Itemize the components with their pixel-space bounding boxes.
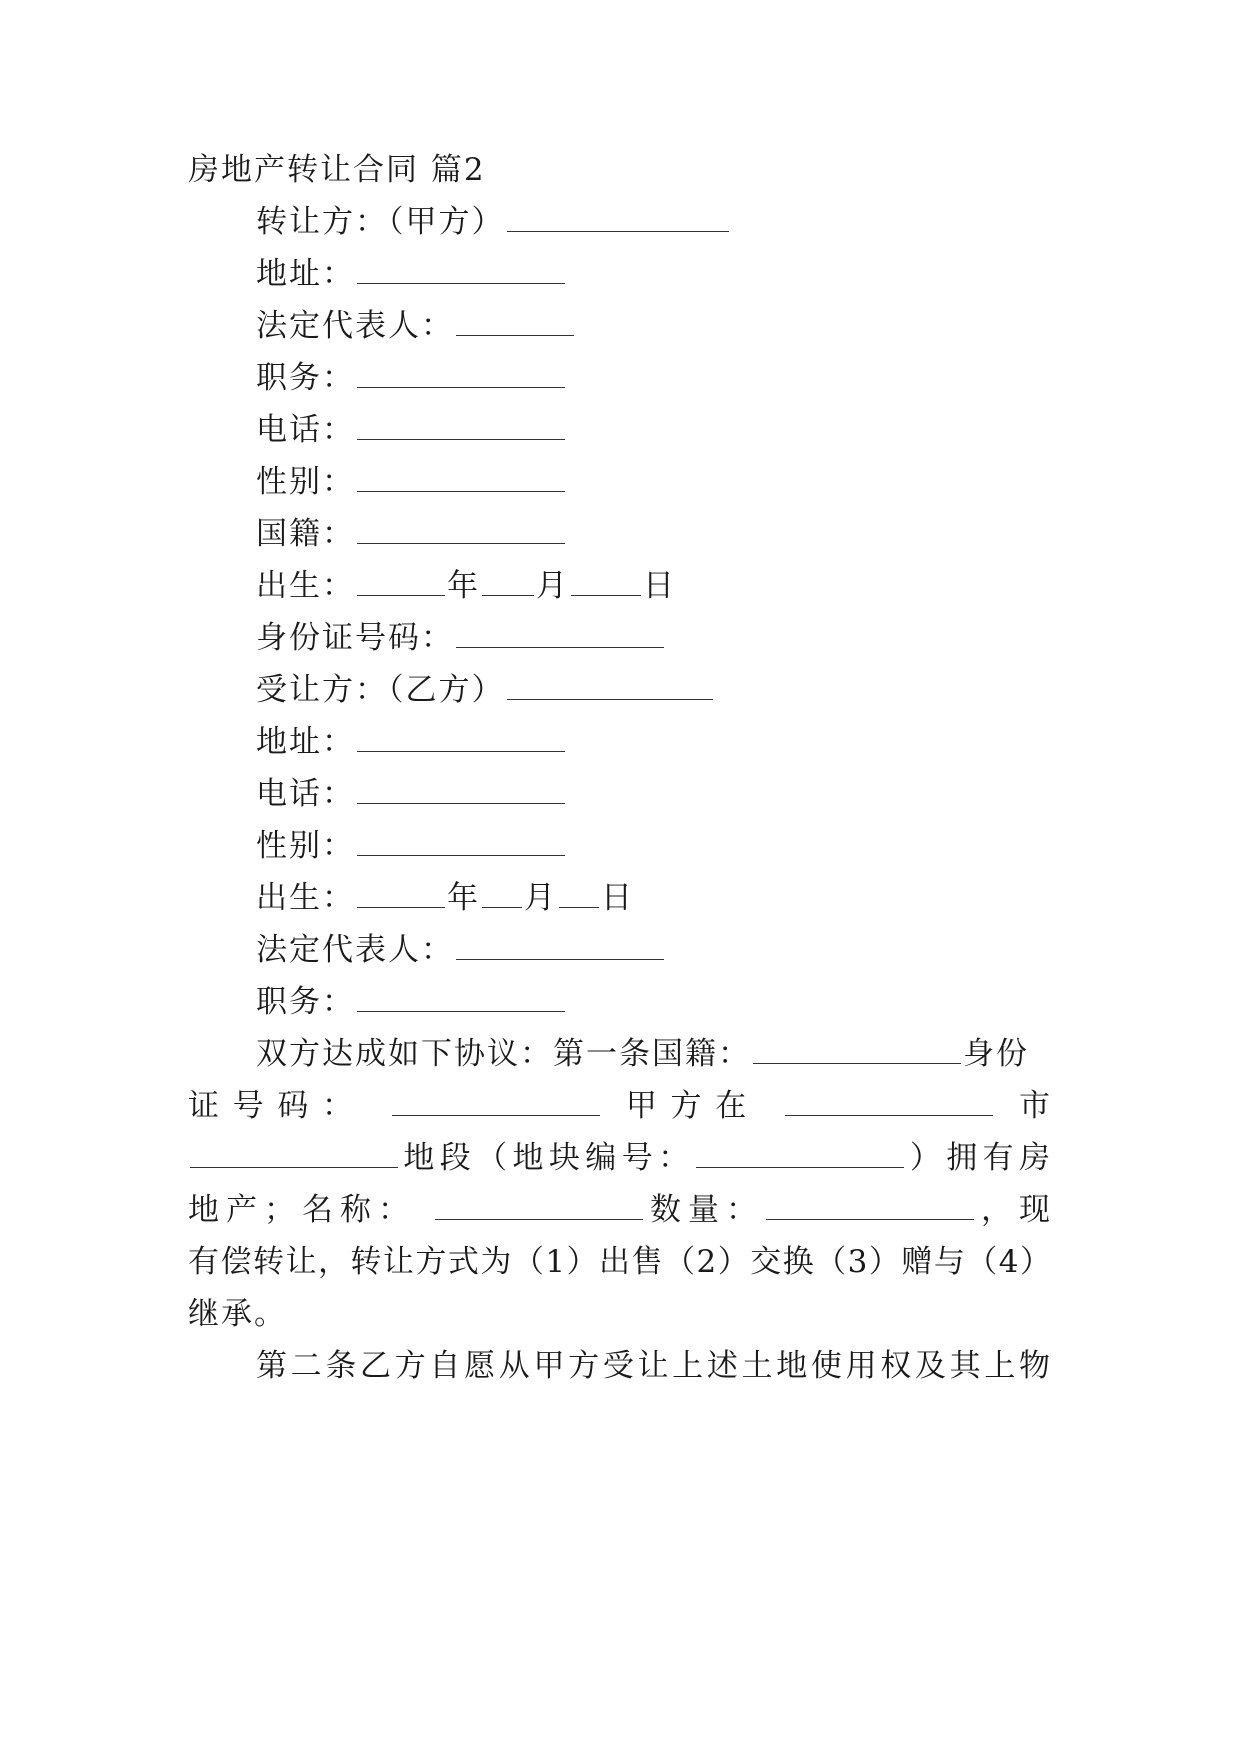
party-b-birth-label: 出生：: [256, 880, 355, 916]
owns-property-label: ）拥有房: [906, 1140, 1053, 1176]
party-a-birth-day-blank: [571, 569, 641, 596]
party-b-birth-month-blank: [482, 881, 522, 908]
party-a-phone-blank: [357, 413, 565, 440]
district-blank: [190, 1141, 398, 1168]
party-a-gender-label: 性别：: [256, 464, 355, 500]
party-b-name-blank: [507, 673, 713, 700]
party-a-legal-rep-label: 法定代表人：: [256, 308, 454, 344]
city-label: 市: [1019, 1088, 1052, 1124]
party-b-birth: [256, 878, 634, 918]
party-b-gender: [256, 826, 567, 866]
party-a-day-label: 日: [643, 568, 676, 604]
party-a-address: [256, 254, 567, 294]
party-a-birth-month-blank: [482, 569, 534, 596]
party-a-id-number-blank: [456, 621, 664, 648]
article-2-text: 第二条乙方自愿从甲方受让上述土地使用权及其上物: [256, 1348, 1052, 1384]
party-a-address-label: 地址：: [256, 256, 355, 292]
party-a-name-blank: [507, 205, 729, 232]
party-a-position-blank: [357, 361, 565, 388]
title-text: 房地产转让合同 篇2: [188, 152, 486, 188]
party-a-nationality: [256, 514, 567, 554]
plot-number-blank: [696, 1141, 904, 1168]
city-blank: [785, 1089, 993, 1116]
id-number-blank: [392, 1089, 600, 1116]
party-a-in-label: 甲方在: [625, 1088, 760, 1124]
party-a-year-label: 年: [447, 568, 480, 604]
property-name-blank: [435, 1193, 643, 1220]
party-a-month-label: 月: [536, 568, 569, 604]
party-a-legal-rep-blank: [456, 309, 574, 336]
party-a-position: [256, 358, 567, 398]
party-a-gender-blank: [357, 465, 565, 492]
nationality-blank: [753, 1037, 961, 1064]
party-a-legal-rep: [256, 306, 576, 346]
party-a-birth-year-blank: [357, 569, 445, 596]
plot-number-label: 地段（地块编号：: [400, 1140, 695, 1176]
article-1-text-b: 身份: [963, 1036, 1029, 1072]
party-b-address-label: 地址：: [256, 724, 355, 760]
party-b-phone-blank: [357, 777, 565, 804]
party-b-legal-rep: [256, 930, 666, 970]
party-b-legal-rep-label: 法定代表人：: [256, 932, 454, 968]
article-1-line-1: [256, 1034, 1052, 1074]
quantity-blank: [766, 1193, 974, 1220]
quantity-label: 数量：: [644, 1192, 764, 1228]
party-b-position-blank: [357, 985, 565, 1012]
party-b-birth-year-blank: [357, 881, 445, 908]
party-a-birth-label: 出生：: [256, 568, 355, 604]
party-b-gender-blank: [357, 829, 565, 856]
party-b-position-label: 职务：: [256, 984, 355, 1020]
party-b-year-label: 年: [447, 880, 480, 916]
party-a-heading-label: 转让方：（甲方）: [256, 204, 505, 240]
property-name-label: 地产；名称：: [188, 1192, 417, 1228]
article-1-line-2: [188, 1086, 1052, 1126]
article-2-line-1: [256, 1346, 1052, 1386]
party-a-id-number: [256, 618, 666, 658]
party-b-day-label: 日: [601, 880, 634, 916]
party-b-month-label: 月: [524, 880, 557, 916]
party-a-gender: [256, 462, 567, 502]
party-a-nationality-blank: [357, 517, 565, 544]
inheritance-text: 继承。: [188, 1296, 287, 1332]
party-b-heading-label: 受让方：（乙方）: [256, 672, 505, 708]
article-1-line-3: [188, 1138, 1052, 1178]
party-b-birth-day-blank: [559, 881, 599, 908]
id-number-label: 证号码：: [188, 1088, 367, 1124]
article-1-line-4: [188, 1190, 1052, 1230]
now-label: ，现: [976, 1192, 1053, 1228]
party-a-nationality-label: 国籍：: [256, 516, 355, 552]
party-b-gender-label: 性别：: [256, 828, 355, 864]
party-b-heading: [256, 670, 715, 710]
party-b-legal-rep-blank: [456, 933, 664, 960]
party-b-position: [256, 982, 567, 1022]
party-b-phone: [256, 774, 567, 814]
party-a-address-blank: [357, 257, 565, 284]
party-a-position-label: 职务：: [256, 360, 355, 396]
party-b-address: [256, 722, 567, 762]
party-a-heading: [256, 202, 731, 242]
article-1-line-5: [188, 1242, 1052, 1282]
article-1-text-a: 双方达成如下协议：第一条国籍：: [256, 1036, 751, 1072]
party-b-phone-label: 电话：: [256, 776, 355, 812]
transfer-methods-text: 有偿转让，转让方式为（1）出售（2）交换（3）赠与（4）: [188, 1244, 1052, 1280]
party-a-id-number-label: 身份证号码：: [256, 620, 454, 656]
party-a-phone-label: 电话：: [256, 412, 355, 448]
party-b-address-blank: [357, 725, 565, 752]
document-title: [188, 150, 486, 190]
party-a-phone: [256, 410, 567, 450]
party-a-birth: [256, 566, 676, 606]
article-1-line-6: [188, 1294, 287, 1334]
